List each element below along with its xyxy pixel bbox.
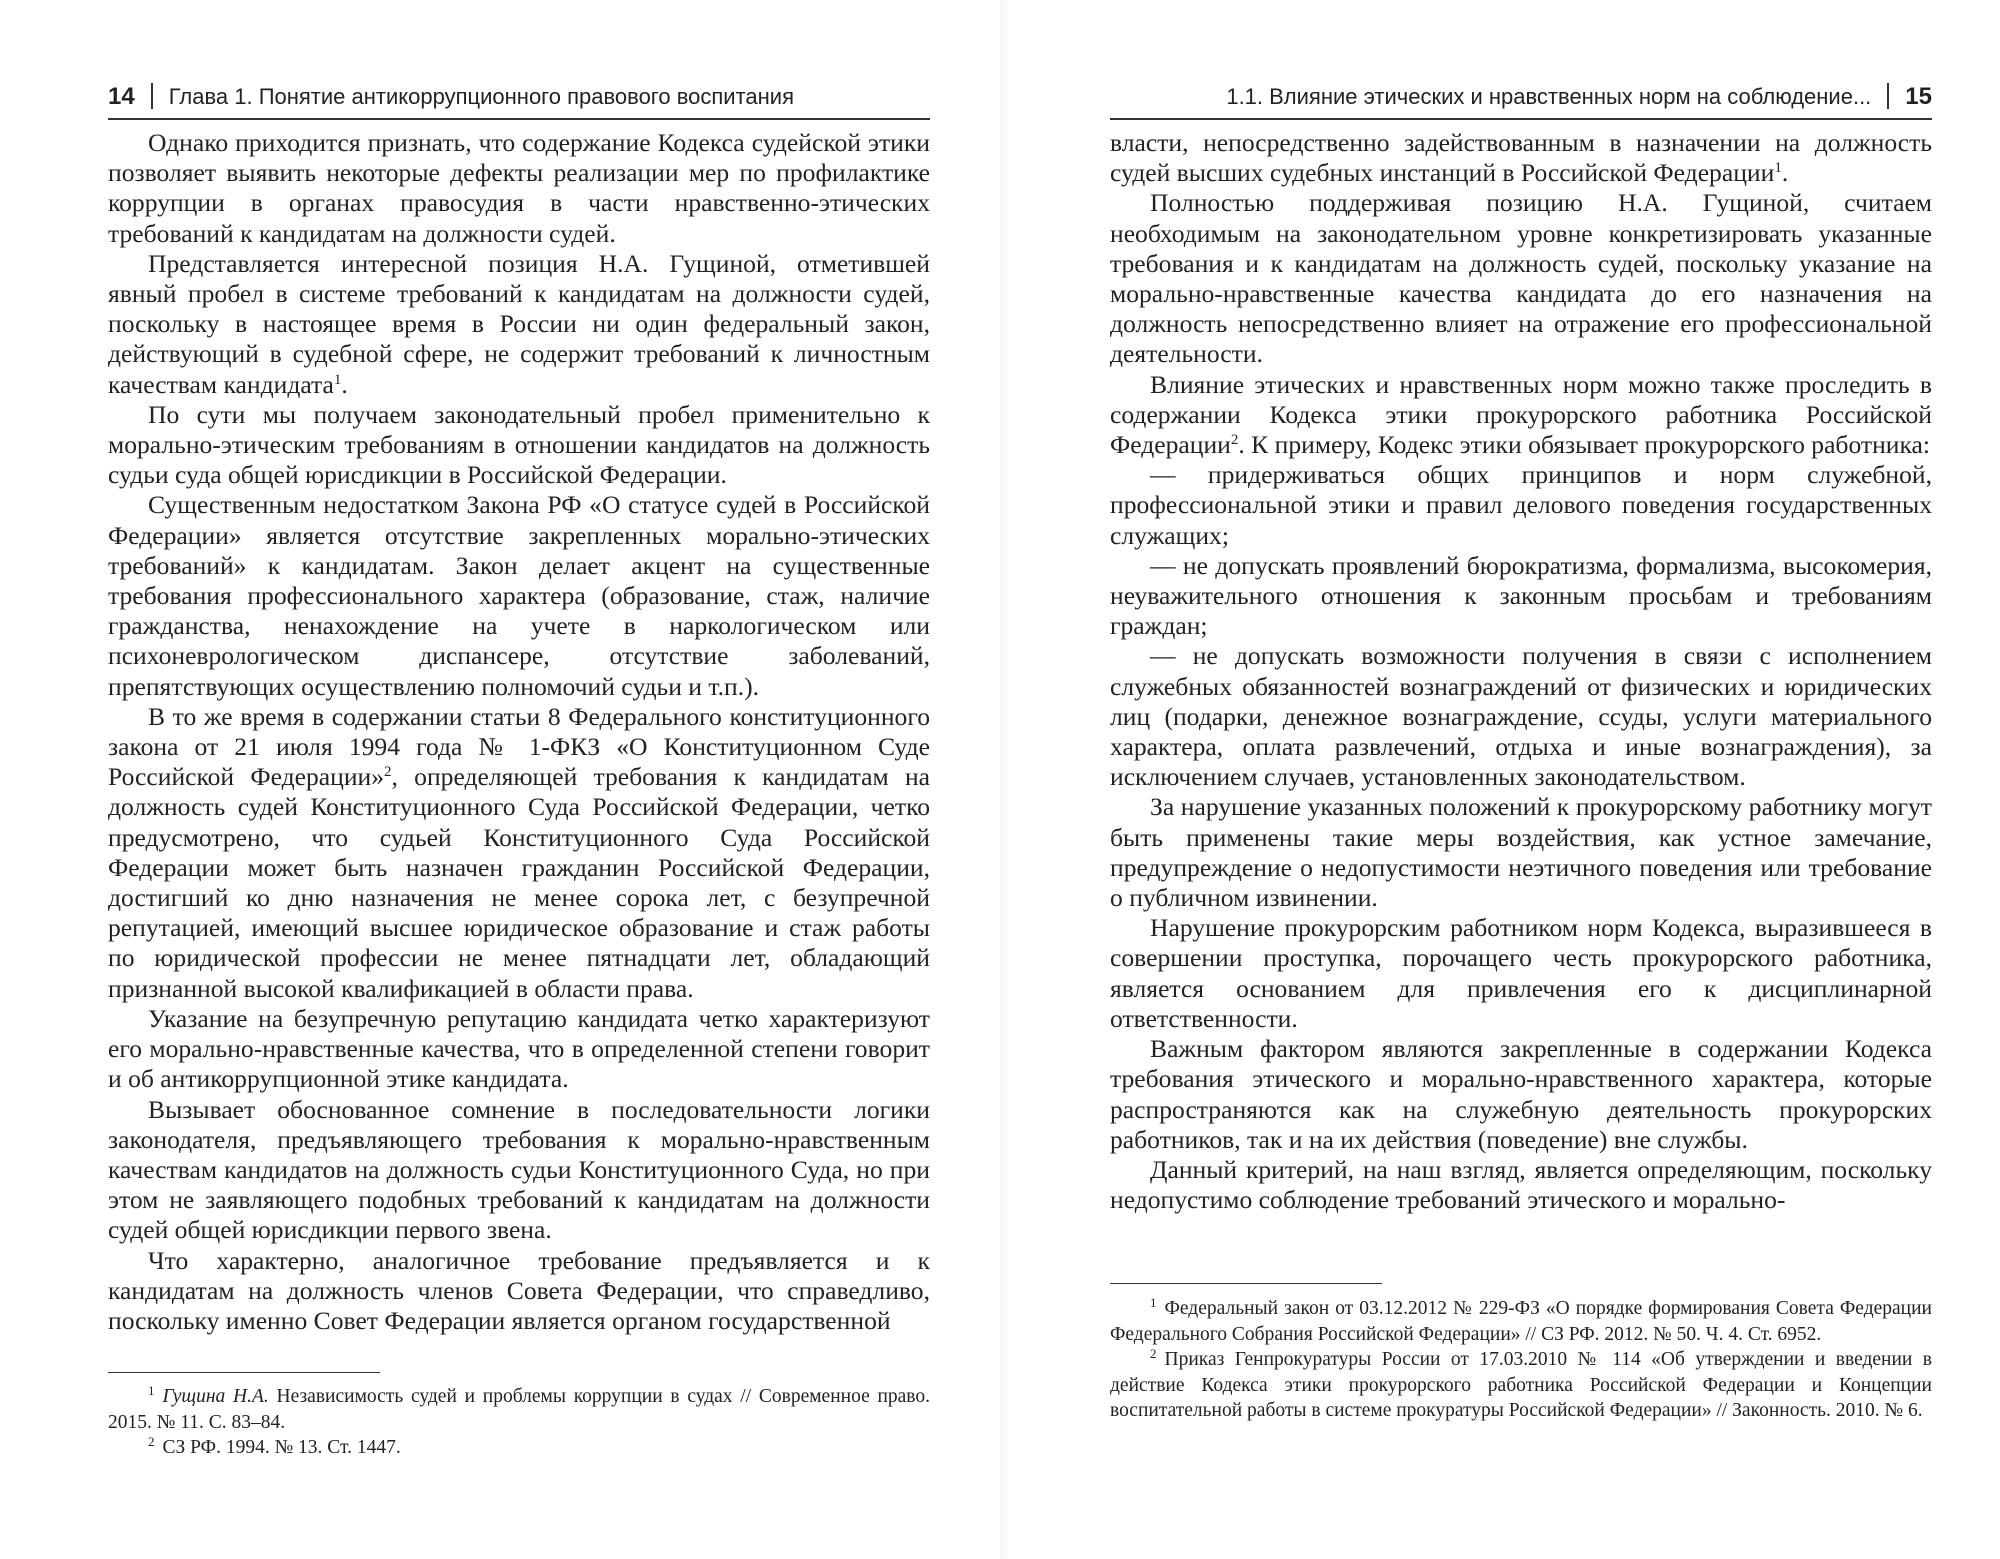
page-number: 15 [1905, 83, 1932, 110]
header-separator [1887, 83, 1889, 109]
paragraph: Однако приходится признать, что содержание Кодекса судейской этики позволяет выявить некоторые дефекты реализации мер по профилактике коррупции в органах правосудия в части нравственно-этических требований к кандидатам на должности судей. [108, 128, 930, 248]
header-separator [151, 83, 153, 109]
paragraph: Представляется интересной позиция Н.А. Гущиной, отметившей явный пробел в системе требований к кандидатам на должности судей, поскольку в настоящее время в России ни один федеральный закон, действующий в судебной сфере, не содержит требований к личностным качествам кандидата$^1$. [108, 248, 930, 399]
footnote-rule [108, 1372, 380, 1373]
right-page-body [1110, 128, 1932, 1215]
left-page-footnotes [108, 1384, 930, 1461]
footnote-mark: 1 [148, 1383, 155, 1398]
footnote: $^1$ Гущина Н.А. Независимость судей и проблемы коррупции в судах // Современное право. 2015. № 11. С. 83–84. [108, 1383, 930, 1433]
footnote-rule [1110, 1283, 1382, 1284]
footnote-ref: 2 [1230, 432, 1239, 449]
paragraph: — придерживаться общих принципов и норм служебной, профессиональной этики и правил делового поведения государственных служащих; [1110, 460, 1932, 550]
footnote-author: Гущина Н.А. [162, 1386, 269, 1407]
paragraph: Что характерно, аналогичное требование предъявляется и к кандидатам на должность членов Совета Федерации, что справедливо, поскольку именно Совет Федерации является органом государственной [108, 1245, 930, 1335]
page-number: 14 [108, 83, 135, 110]
paragraph: Нарушение прокурорским работником норм Кодекса, выразившееся в совершении проступка, порочащего честь прокурорского работника, является основанием для привлечения его к дисциплинарной ответственности. [1110, 913, 1932, 1033]
paragraph: власти, непосредственно задействованным в назначении на должность судей высших судебных инстанций в Российской Федерации$^1$. [1110, 128, 1932, 188]
paragraph: Вызывает обоснованное сомнение в последовательности логики законодателя, предъявляющего требования к морально-нравственным качествам кандидатов на должность судьи Конституционного Суда, но при этом не заявляющего подобных требований к кандидатам на должности судей общей юрисдикции первого звена. [108, 1094, 930, 1245]
paragraph: По сути мы получаем законодательный пробел применительно к морально-этическим требованиям в отношении кандидатов на должность судьи суда общей юрисдикции в Российской Федерации. [108, 399, 930, 490]
footnote-ref: 1 [333, 371, 342, 388]
paragraph: За нарушение указанных положений к прокурорскому работнику могут быть применены такие меры воздействия, как устное замечание, предупреждение о недопустимости неэтичного поведения или требование о публичном извинении. [1110, 792, 1932, 913]
paragraph: Существенным недостатком Закона РФ «О статусе судей в Российской Федерации» является отсутствие закрепленных морально-этических требований» к кандидатам. Закон делает акцент на существенные требования профессионального характера (образование, стаж, наличие гражданства, ненахождение на учете в наркологическом или психоневрологическом диспансере, отсутствие заболеваний, препятствующих осуществлению полномочий судьи и т.п.). [108, 490, 930, 701]
left-page-body [108, 128, 930, 1336]
left-page [108, 0, 930, 1559]
paragraph: Полностью поддерживая позицию Н.А. Гущиной, считаем необходимым на законодательном уровне конкретизировать указанные требования и к кандидатам на должность судей, поскольку указание на морально-нравственные качества кандидата до его назначения на должность непосредственно влияет на отражение его профессиональной деятельности. [1110, 188, 1932, 369]
footnote-mark: 1 [1150, 1295, 1157, 1310]
right-page-header [1110, 82, 1932, 120]
left-page-header [108, 82, 930, 120]
paragraph: Влияние этических и нравственных норм можно также проследить в содержании Кодекса этики прокурорского работника Российской Федерации$^2$. К примеру, Кодекс этики обязывает прокурорского работника: [1110, 369, 1932, 460]
footnote-mark: 2 [1150, 1346, 1157, 1361]
right-page-footnotes [1110, 1296, 1932, 1424]
book-spine [1000, 0, 1010, 1559]
paragraph: Указание на безупречную репутацию кандидата четко характеризуют его морально-нравственные качества, что в определенной степени говорит и об антикоррупционной этике кандидата. [108, 1003, 930, 1094]
paragraph: Данный критерий, на наш взгляд, является определяющим, поскольку недопустимо соблюдение требований этического и морально- [1110, 1154, 1932, 1215]
running-title: Глава 1. Понятие антикоррупционного правового воспитания [168, 84, 794, 109]
footnote: $^1$ Федеральный закон от 03.12.2012 № 229-ФЗ «О порядке формирования Совета Федерации Федерального Собрания Российской Федерации» // СЗ РФ. 2012. № 50. Ч. 4. Ст. 6952. [1110, 1295, 1932, 1345]
footnote-ref: 2 [384, 764, 392, 781]
right-page [1110, 0, 1932, 1559]
paragraph: Важным фактором являются закрепленные в содержании Кодекса требования этического и морально-нравственного характера, которые распространяются как на служебную деятельность прокурорских работников, так и на их действия (поведение) вне службы. [1110, 1034, 1932, 1154]
footnote-mark: 2 [148, 1434, 155, 1449]
running-title: 1.1. Влияние этических и нравственных норм на соблюдение... [1226, 84, 1872, 109]
paragraph: — не допускать проявлений бюрократизма, формализма, высокомерия, неуважительного отношения к законным просьбам и требованиям граждан; [1110, 550, 1932, 641]
footnote-ref: 1 [1774, 160, 1782, 177]
paragraph: В то же время в содержании статьи 8 Федерального конституционного закона от 21 июля 1994 года № 1-ФКЗ «О Конституционном Суде Российской Федерации»$^2$, определяющей требования к кандидатам на должность судей Конституционного Суда Российской Федерации, четко предусмотрено, что судьей Конституционного Суда Российской Федерации может быть назначен гражданин Российской Федерации, достигший ко дню назначения не менее сорока лет, с безупречной репутацией, имеющий высшее юридическое образование и стаж работы по юридической профессии не менее пятнадцати лет, обладающий признанной высокой квалификацией в области права. [108, 701, 931, 1003]
footnote: $^2$ Приказ Генпрокуратуры России от 17.03.2010 № 114 «Об утверждении и введении в действие Кодекса этики прокурорского работника Российской Федерации и Концепции воспитательной работы в системе прокуратуры Российской Федерации» // Законность. 2010. № 6. [1110, 1346, 1932, 1421]
footnote: $^2$ СЗ РФ. 1994. № 13. Ст. 1447. [148, 1434, 401, 1458]
paragraph: — не допускать возможности получения в связи с исполнением служебных обязанностей вознаграждений от физических и юридических лиц (подарки, денежное вознаграждение, ссуды, услуги материального характера, оплата развлечений, отдыха и иные вознаграждения), за исключением случаев, установленных законодательством. [1110, 641, 1932, 792]
